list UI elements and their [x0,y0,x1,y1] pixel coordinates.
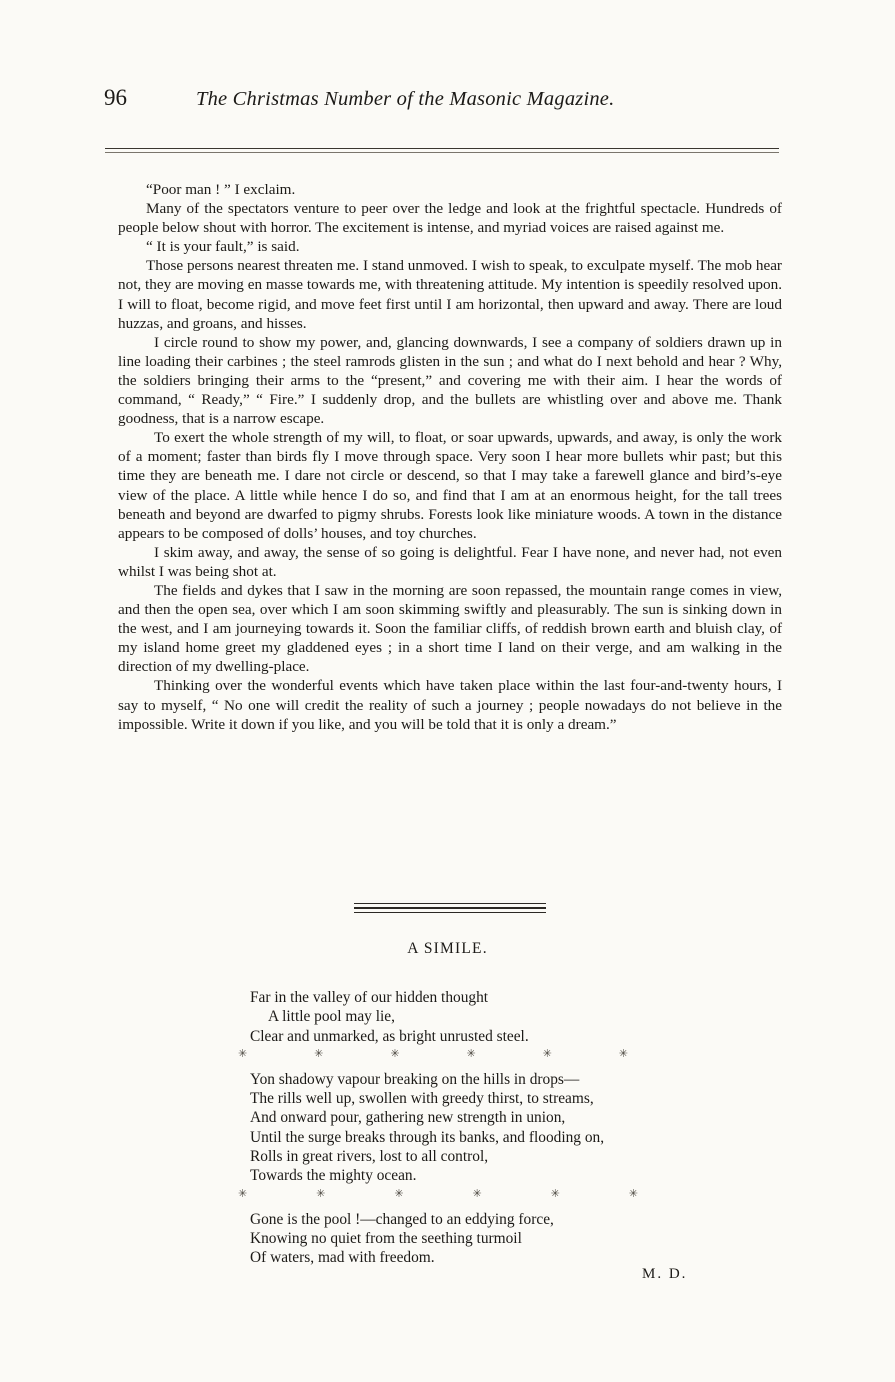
poem-line: Clear and unmarked, as bright unrusted steel. [250,1027,529,1045]
poem-line: Rolls in great rivers, lost to all control, [250,1148,489,1166]
star-icon: ✳ [550,1187,560,1200]
paragraph: To exert the whole strength of my will, to float, or soar upwards, upwards, and away, is only the work of a moment; faster than birds fly I move through space. Very soon I hear more bullets whir past; but this time they are beneath me. I dare not circle or descend, so that I may take a farewell glance and bird’s-eye view of the place. A little while hence I do so, and find that I am at an enormous height, for the tall trees beneath and beyond are dwarfed to pigmy shrubs. Forests look like miniature woods. A town in the distance appears to be composed of dolls’ houses, and toy churches. [118,429,782,542]
star-icon: ✳ [466,1047,476,1060]
header-rule-thin [105,152,779,153]
poem-title: A SIMILE. [407,940,488,957]
star-icon: ✳ [314,1047,324,1060]
paragraph: “ It is your fault,” is said. [146,238,300,256]
poem-line: Of waters, mad with freedom. [250,1249,435,1267]
header-rule [105,148,779,149]
paragraph: The fields and dykes that I saw in the morning are soon repassed, the mountain range comes in view, and then the open sea, over which I am soon skimming swiftly and pleasurably. The sun is sinking down in the west, and I am journeying towards it. Soon the familiar cliffs, of reddish brown earth and bluish clay, of my island home greet my gladdened eyes ; in a short time I land on their verge, and am walking in the direction of my dwelling-place. [118,581,782,676]
running-title: The Christmas Number of the Masonic Magazine. [196,88,615,110]
page-number: 96 [104,85,127,110]
poem-line: The rills well up, swollen with greedy thirst, to streams, [250,1090,594,1108]
asterism [238,1186,638,1202]
poem-line: Gone is the pool !—changed to an eddying force, [250,1210,554,1228]
star-icon: ✳ [238,1187,248,1200]
paragraph: Many of the spectators venture to peer over the ledge and look at the frightful spectacle. Hundreds of people below shout with horror. The excitement is intense, and myriad voices are raised against me. [118,200,782,237]
paragraph: Those persons nearest threaten me. I stand unmoved. I wish to speak, to exculpate myself. The mob hear not, they are moving en masse towards me, with threatening attitude. My intention is speedily resolved upon. I will to float, become rigid, and move feet first until I am horizontal, then upward and away. There are loud huzzas, and groans, and hisses. [118,257,782,332]
star-icon: ✳ [316,1187,326,1200]
running-header [104,84,780,124]
paragraph: I circle round to show my power, and, glancing downwards, I see a company of soldiers drawn up in line loading their carbines ; the steel ramrods glisten in the sun ; and what do I next behold and hear ? Why, the soldiers bringing their arms to the “present,” and covering me with their aim. I hear the words of command, “ Ready,” “ Fire.” I suddenly drop, and the bullets are whistling over and above me. Thank goodness, that is a narrow escape. [118,333,782,428]
section-divider [354,912,546,913]
paragraph: “Poor man ! ” I exclaim. [146,181,296,198]
star-icon: ✳ [542,1047,552,1060]
article-text [118,180,782,734]
star-icon: ✳ [472,1187,482,1200]
author-signature: M. D. [642,1266,688,1282]
paragraph: I skim away, and away, the sense of so going is delightful. Fear I have none, and never had, not even whilst I was being shot at. [118,543,782,580]
star-icon: ✳ [618,1047,628,1060]
poem-line: A little pool may lie, [268,1008,395,1026]
poem-line: And onward pour, gathering new strength in union, [250,1109,566,1127]
star-icon: ✳ [394,1187,404,1200]
asterism [238,1046,628,1062]
paragraph: Thinking over the wonderful events which have taken place within the last four-and-twenty hours, I say to myself, “ No one will credit the reality of such a journey ; people nowadays do not believe in the impossible. Write it down if you like, and you will be told that it is only a dream.” [118,677,782,733]
poem-line: Until the surge breaks through its banks, and flooding on, [250,1128,605,1146]
star-icon: ✳ [238,1047,248,1060]
poem-line: Yon shadowy vapour breaking on the hills in drops— [250,1070,580,1088]
poem-line: Towards the mighty ocean. [250,1167,417,1185]
star-icon: ✳ [628,1187,638,1200]
poem-line: Knowing no quiet from the seething turmoil [250,1229,522,1247]
section-divider [354,907,546,909]
section-divider [354,903,546,904]
poem [238,988,750,1268]
star-icon: ✳ [390,1047,400,1060]
poem-line: Far in the valley of our hidden thought [250,989,489,1006]
